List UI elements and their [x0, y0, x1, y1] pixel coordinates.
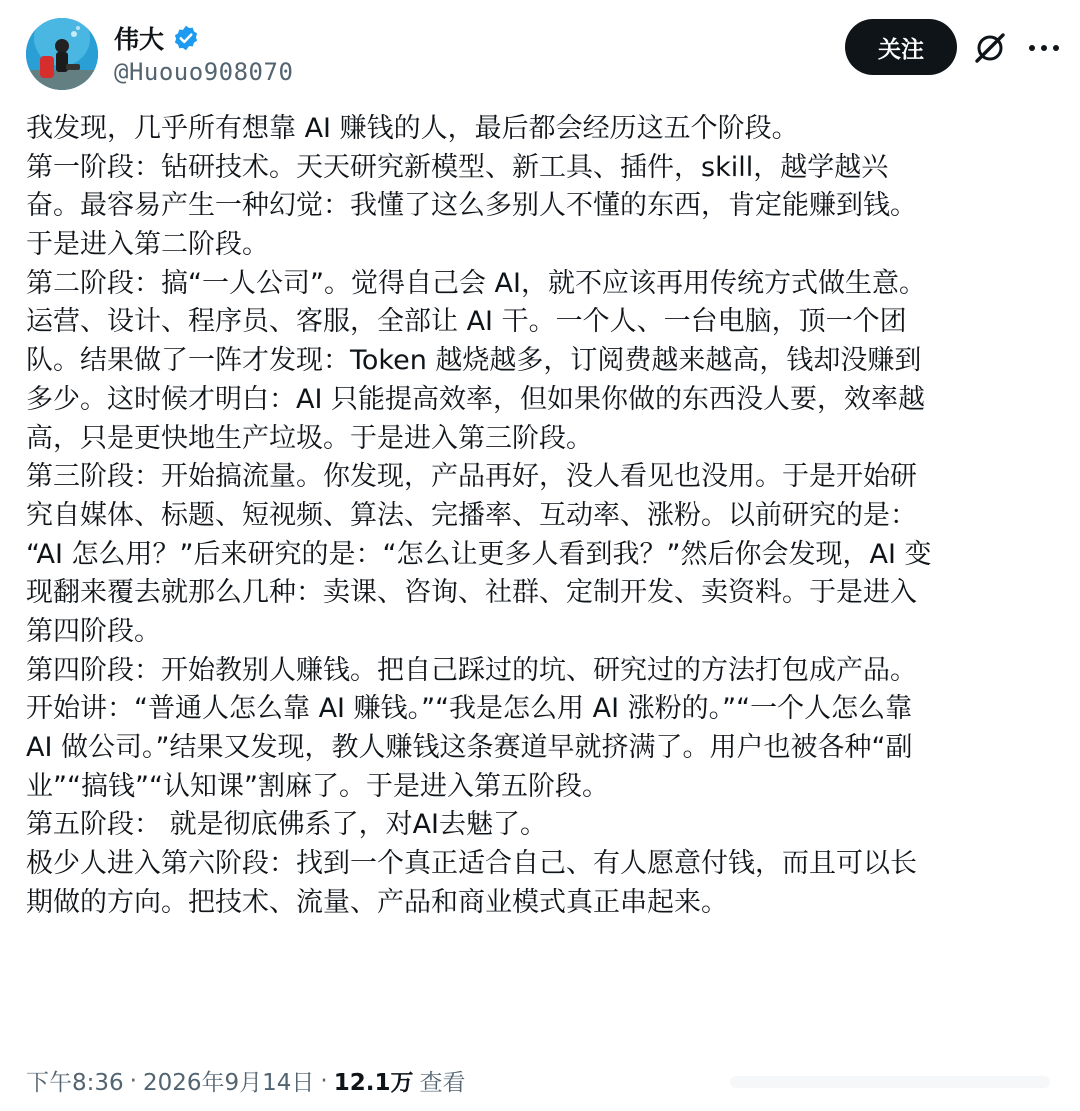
views-count: 12.1万 — [333, 1070, 414, 1096]
post-line: 于是进入第二阶段。 — [26, 229, 269, 261]
post-line: 开始讲：“普通人怎么靠 AI 赚钱。”“我是怎么用 AI 涨粉的。”“一个人怎么靠 — [26, 693, 913, 725]
post-line: 队。结果做了一阵才发现：Token 越烧越多，订阅费越来越高，钱却没赚到 — [26, 345, 922, 377]
post-line: 现翻来覆去就那么几种：卖课、咨询、社群、定制开发、卖资料。于是进入 — [26, 577, 917, 609]
post-line: 第二阶段：搞“一人公司”。觉得自己会 AI，就不应该再用传统方式做生意。 — [26, 267, 926, 299]
post-meta — [26, 1064, 465, 1097]
avatar[interactable] — [26, 18, 98, 90]
post-header — [0, 0, 1080, 108]
verified-badge-icon — [172, 24, 200, 52]
views-label: 查看 — [419, 1070, 466, 1096]
post-line: 第五阶段： 就是彻底佛系了，对AI去魅了。 — [26, 809, 548, 841]
post-line: 运营、设计、程序员、客服，全部让 AI 干。一个人、一台电脑，顶一个团 — [26, 306, 907, 338]
post-line: 期做的方向。把技术、流量、产品和商业模式真正串起来。 — [26, 886, 728, 918]
post-line: 第四阶段。 — [26, 615, 161, 647]
follow-button[interactable]: 关注 — [845, 19, 957, 75]
grok-icon[interactable] — [972, 30, 1008, 66]
author-name-row — [114, 20, 200, 56]
post-line: AI 做公司。”结果又发现，教人赚钱这条赛道早就挤满了。用户也被各种“副 — [26, 732, 913, 763]
post-line: 第四阶段：开始教别人赚钱。把自己踩过的坑、研究过的方法打包成产品。 — [26, 654, 917, 686]
post-text — [26, 110, 1060, 922]
post-line: 奋。最容易产生一种幻觉：我懂了这么多别人不懂的东西，肯定能赚到钱。 — [26, 190, 917, 222]
post-time[interactable]: 下午8:36 — [26, 1070, 124, 1096]
post-line: 业”“搞钱”“认知课”割麻了。于是进入第五阶段。 — [26, 770, 609, 802]
post-line: 多少。这时候才明白：AI 只能提高效率，但如果你做的东西没人要，效率越 — [26, 383, 926, 415]
meta-separator: · — [129, 1067, 137, 1094]
post-line: 第三阶段：开始搞流量。你发现，产品再好，没人看见也没用。于是开始研 — [26, 461, 917, 493]
post-line: 第一阶段：钻研技术。天天研究新模型、新工具、插件，skill，越学越兴 — [26, 151, 889, 183]
post-line: 极少人进入第六阶段：找到一个真正适合自己、有人愿意付钱，而且可以长 — [26, 848, 917, 880]
faint-watermark — [730, 1068, 1050, 1096]
display-name[interactable]: 伟大 — [114, 25, 165, 54]
post-line: 高，只是更快地生产垃圾。于是进入第三阶段。 — [26, 422, 593, 454]
author-handle[interactable]: @Huouo908070 — [114, 58, 294, 86]
avatar-diver-photo — [26, 18, 98, 90]
more-options-icon[interactable] — [1026, 34, 1062, 62]
post-line: “AI 怎么用？”后来研究的是：“怎么让更多人看到我？”然后你会发现，AI 变 — [26, 538, 932, 570]
post-date[interactable]: 2026年9月14日 — [142, 1070, 315, 1096]
post-line: 究自媒体、标题、短视频、算法、完播率、互动率、涨粉。以前研究的是： — [26, 499, 917, 531]
meta-separator: · — [320, 1067, 328, 1094]
post-line: 我发现，几乎所有想靠 AI 赚钱的人，最后都会经历这五个阶段。 — [26, 113, 799, 144]
